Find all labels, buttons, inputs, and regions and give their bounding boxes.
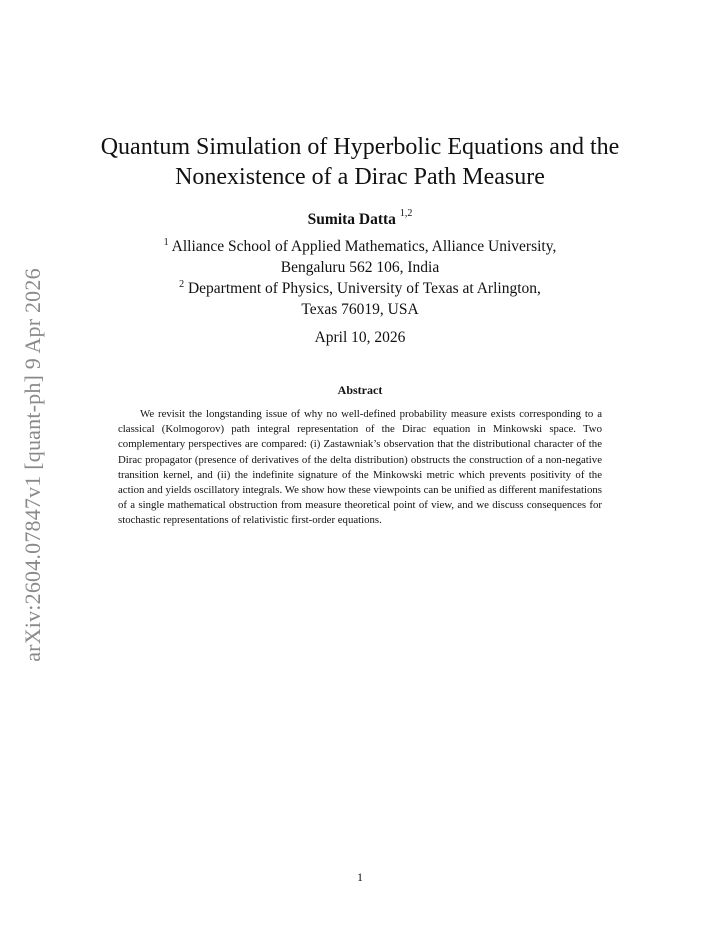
author-affiliation-marks: 1,2 xyxy=(399,208,413,219)
paper-title xyxy=(60,132,660,192)
title-line-2: Nonexistence of a Dirac Path Measure xyxy=(175,164,545,190)
affiliation-1-line-1: Alliance School of Applied Mathematics, Alliance University, xyxy=(171,238,557,256)
abstract-heading: Abstract xyxy=(337,383,383,397)
affiliation-1 xyxy=(60,232,660,278)
affiliation-1-line-2: Bengaluru 562 106, India xyxy=(280,259,440,277)
affiliation-1-mark: 1 xyxy=(163,237,169,248)
affiliation-2-line-2: Texas 76019, USA xyxy=(301,301,419,319)
author-line xyxy=(60,210,660,229)
title-line-1: Quantum Simulation of Hyperbolic Equations and the xyxy=(100,134,620,160)
affiliation-2-mark: 2 xyxy=(179,279,185,290)
paper-date: April 10, 2026 xyxy=(314,329,406,346)
page-number: 1 xyxy=(357,870,363,884)
abstract-text: We revisit the longstanding issue of why no well-defined probability measure exists corresponding to a classical (Kolmogorov) path integral representation of the Dirac equation in Minkowski space. Two complementary perspectives are compared: (i) Zastawniak’s observation that the distributional character of the Dirac propagator (presence of derivatives of the delta distribution) obstructs the construction of a non-negative transition kernel, and (ii) the indefinite signature of the Minkowski metric which prevents positivity of the action and yields oscillatory integrals. We show how these viewpoints can be unified as different manifestations of a single mathematical obstruction from measure theoretical point of view, and we discuss consequences for stochastic representations of relativistic first-order equations. xyxy=(118,408,602,527)
affiliation-2 xyxy=(60,274,660,320)
author-name: Sumita Datta xyxy=(307,211,396,229)
arxiv-identifier-stamp: arXiv:2604.07847v1 [quant-ph] 9 Apr 2026 xyxy=(20,268,45,662)
affiliation-2-line-1: Department of Physics, University of Texas at Arlington, xyxy=(187,280,541,298)
